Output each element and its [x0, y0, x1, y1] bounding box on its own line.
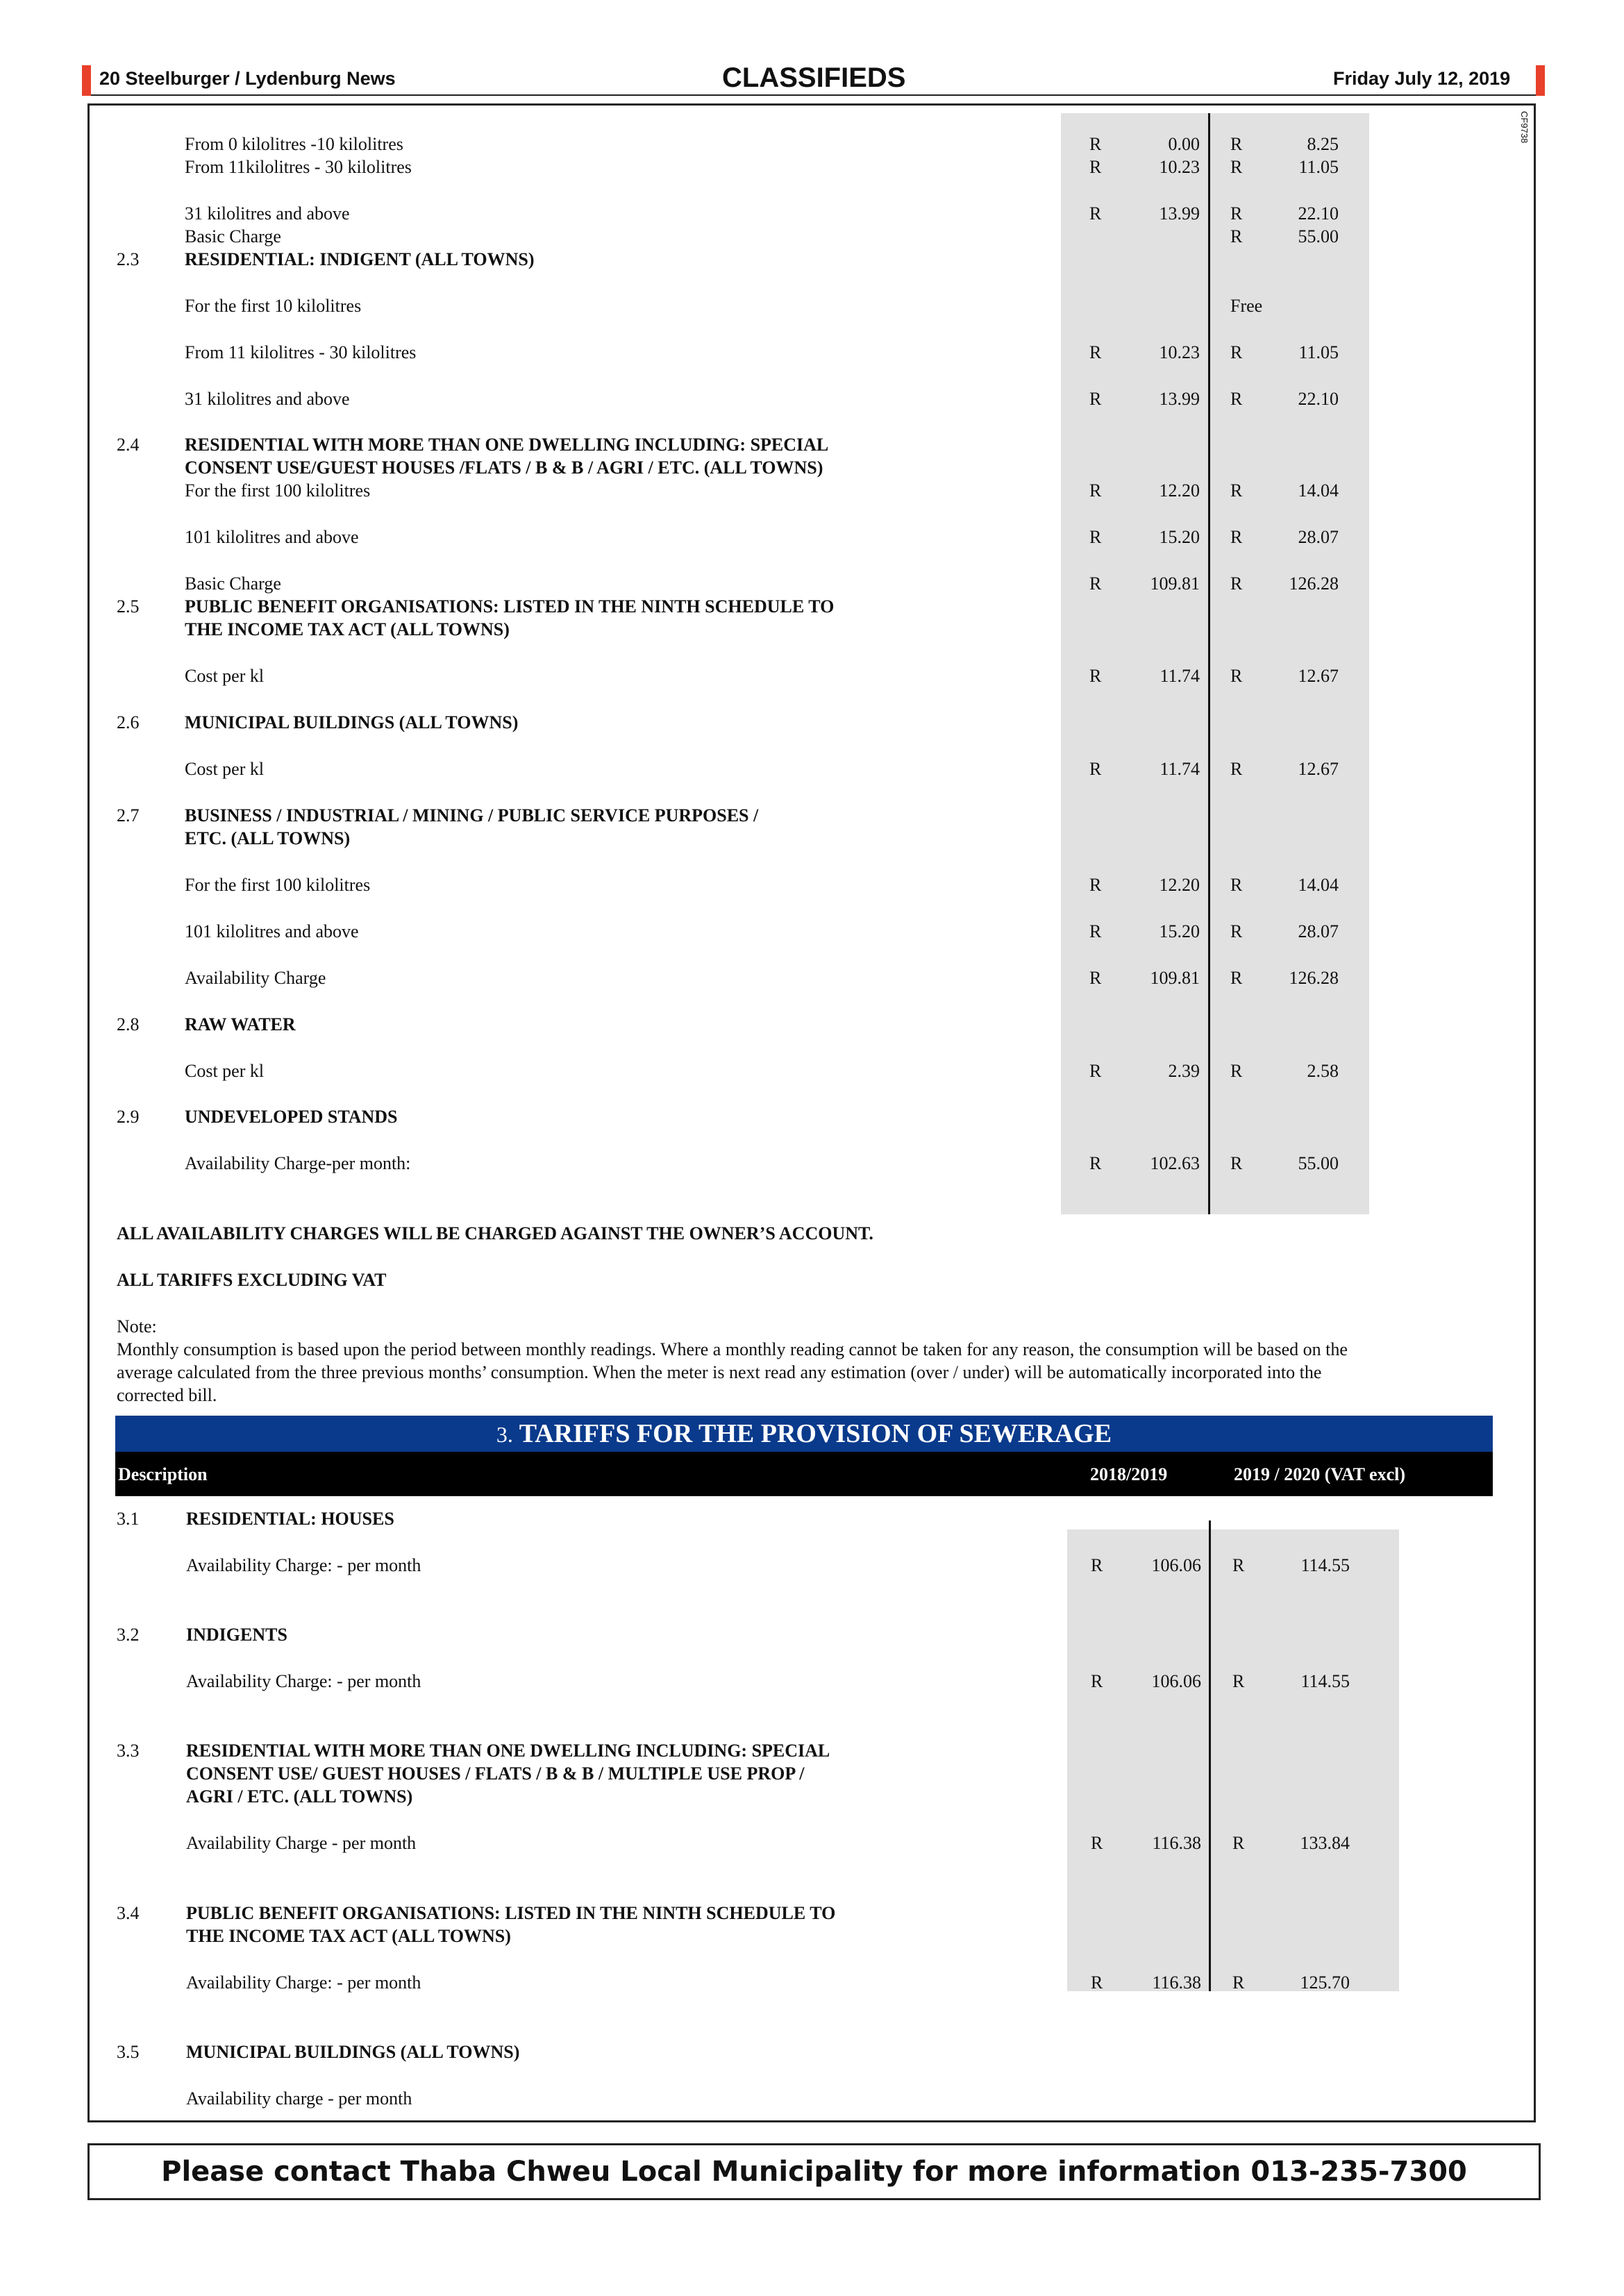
note-line: Monthly consumption is based upon the period between monthly readings. Where a monthly reading cannot be taken for any reason, the consumption will be based on the	[117, 1339, 1348, 1359]
item-heading: RAW WATER	[185, 1014, 296, 1034]
value-2018: 102.63	[1150, 1153, 1200, 1173]
value-2018: 10.23	[1159, 157, 1200, 177]
item-heading: ETC. (ALL TOWNS)	[185, 828, 351, 848]
item-number: 3.1	[117, 1509, 140, 1529]
value-2019: 28.07	[1298, 527, 1339, 547]
item-number: 3.3	[117, 1741, 140, 1761]
tariff-column-shade	[1067, 1530, 1399, 1991]
item-description: For the first 100 kilolitres	[185, 875, 371, 895]
currency-2019: R	[1232, 1555, 1245, 1575]
currency-2018: R	[1089, 1061, 1102, 1081]
item-description: 101 kilolitres and above	[185, 527, 359, 547]
item-description: For the first 10 kilolitres	[185, 296, 362, 316]
value-2018: 11.74	[1160, 666, 1200, 686]
value-2018: 10.23	[1159, 342, 1200, 362]
currency-2018: R	[1089, 389, 1102, 409]
value-2019: 28.07	[1298, 921, 1339, 941]
currency-2018: R	[1089, 527, 1102, 547]
currency-2018: R	[1089, 480, 1102, 501]
note-line: average calculated from the three previous months’ consumption. When the meter is next read any estimation (over / under) will be automatically incorporated into the	[117, 1362, 1322, 1382]
item-description: Availability Charge	[185, 968, 326, 988]
availability-notice: ALL AVAILABILITY CHARGES WILL BE CHARGED AGAINST THE OWNER’S ACCOUNT.	[117, 1223, 873, 1243]
item-number: 3.2	[117, 1625, 140, 1645]
item-description: Basic Charge	[185, 226, 281, 246]
item-heading: INDIGENTS	[186, 1625, 287, 1645]
item-description: Availability Charge: - per month	[186, 1972, 421, 1993]
item-description: Availability Charge: - per month	[186, 1555, 421, 1575]
value-2019: 22.10	[1298, 203, 1339, 224]
value-2019: 12.67	[1298, 666, 1339, 686]
item-description: Cost per kl	[185, 1061, 265, 1081]
value-2019: 14.04	[1298, 875, 1339, 895]
col-description: Description	[118, 1464, 208, 1484]
item-heading: RESIDENTIAL: INDIGENT (ALL TOWNS)	[185, 249, 535, 269]
currency-2019: R	[1230, 134, 1243, 154]
item-description: 101 kilolitres and above	[185, 921, 359, 941]
item-number: 2.4	[117, 435, 140, 455]
currency-2019: R	[1230, 157, 1243, 177]
section-number: 3.	[496, 1422, 513, 1447]
value-2018: 116.38	[1152, 1972, 1201, 1993]
item-description: For the first 100 kilolitres	[185, 480, 371, 501]
currency-2018: R	[1089, 666, 1102, 686]
value-2018: 13.99	[1159, 389, 1200, 409]
currency-2018: R	[1089, 968, 1102, 988]
item-number: 2.6	[117, 712, 140, 732]
currency-2019: R	[1230, 921, 1243, 941]
currency-2019: R	[1230, 759, 1243, 779]
section-heading: TARIFFS FOR THE PROVISION OF SEWERAGE	[519, 1419, 1112, 1448]
item-heading: MUNICIPAL BUILDINGS (ALL TOWNS)	[186, 2042, 520, 2062]
currency-2018: R	[1091, 1972, 1103, 1993]
item-description: Basic Charge	[185, 573, 281, 594]
item-number: 2.5	[117, 596, 140, 617]
item-heading: RESIDENTIAL WITH MORE THAN ONE DWELLING INCLUDING: SPECIAL	[186, 1741, 830, 1761]
header-rule	[91, 94, 1536, 96]
item-description: 31 kilolitres and above	[185, 389, 350, 409]
value-2018: 109.81	[1150, 968, 1200, 988]
value-2018: 106.06	[1151, 1555, 1201, 1575]
contact-footer: Please contact Thaba Chweu Local Municipality for more information 013-235-7300	[87, 2143, 1541, 2200]
value-2018: 116.38	[1152, 1833, 1201, 1853]
item-heading: BUSINESS / INDUSTRIAL / MINING / PUBLIC SERVICE PURPOSES /	[185, 805, 759, 826]
value-2018: 106.06	[1151, 1671, 1201, 1691]
item-number: 2.3	[117, 249, 140, 269]
item-heading: AGRI / ETC. (ALL TOWNS)	[186, 1786, 413, 1807]
item-description: Availability Charge - per month	[186, 1833, 417, 1853]
item-number: 3.5	[117, 2042, 140, 2062]
value-2019: 11.05	[1298, 157, 1339, 177]
issue-date: Friday July 12, 2019	[1333, 68, 1511, 89]
value-2018: 12.20	[1159, 480, 1200, 501]
value-2019: 126.28	[1289, 968, 1339, 988]
currency-2019: R	[1230, 480, 1243, 501]
currency-2019: R	[1230, 666, 1243, 686]
item-number: 2.7	[117, 805, 140, 826]
sewerage-section-banner	[115, 1416, 1493, 1452]
item-number: 2.8	[117, 1014, 140, 1034]
vat-notice: ALL TARIFFS EXCLUDING VAT	[117, 1270, 387, 1290]
currency-2018: R	[1091, 1555, 1103, 1575]
col-2019-2020: 2019 / 2020 (VAT excl)	[1234, 1464, 1405, 1484]
item-heading: CONSENT USE/GUEST HOUSES /FLATS / B & B / AGRI / ETC. (ALL TOWNS)	[185, 458, 823, 478]
currency-2018: R	[1091, 1671, 1103, 1691]
header-accent-left	[82, 65, 91, 96]
value-2019: 114.55	[1300, 1555, 1350, 1575]
value-2018: 2.39	[1168, 1061, 1200, 1081]
value-2019: 22.10	[1298, 389, 1339, 409]
currency-2019: Free	[1230, 296, 1263, 316]
currency-2018: R	[1089, 157, 1102, 177]
value-2018: 11.74	[1160, 759, 1200, 779]
value-2019: 55.00	[1298, 226, 1339, 246]
value-2019: 133.84	[1300, 1833, 1350, 1853]
publication-name: 20 Steelburger / Lydenburg News	[99, 68, 396, 89]
tariff-column-shade	[1061, 113, 1369, 1214]
currency-2018: R	[1089, 875, 1102, 895]
item-heading: THE INCOME TAX ACT (ALL TOWNS)	[186, 1926, 511, 1946]
currency-2019: R	[1230, 1061, 1243, 1081]
value-2019: 126.28	[1289, 573, 1339, 594]
column-divider	[1209, 1520, 1211, 1991]
item-description: From 0 kilolitres -10 kilolitres	[185, 134, 403, 154]
currency-2019: R	[1230, 527, 1243, 547]
value-2018: 13.99	[1159, 203, 1200, 224]
value-2019: 125.70	[1300, 1972, 1350, 1993]
ad-code: CF9738	[1519, 111, 1530, 144]
column-divider	[1208, 113, 1210, 1214]
section-title: CLASSIFIEDS	[722, 62, 906, 93]
currency-2019: R	[1230, 203, 1243, 224]
item-description: Cost per kl	[185, 666, 265, 686]
item-description: Availability Charge-per month:	[185, 1153, 411, 1173]
value-2018: 109.81	[1150, 573, 1200, 594]
currency-2019: R	[1230, 389, 1243, 409]
currency-2018: R	[1089, 759, 1102, 779]
value-2019: 8.25	[1307, 134, 1339, 154]
table-header-row	[115, 1452, 1493, 1496]
currency-2018: R	[1089, 134, 1102, 154]
value-2018: 15.20	[1159, 527, 1200, 547]
currency-2018: R	[1089, 203, 1102, 224]
currency-2019: R	[1232, 1671, 1245, 1691]
item-number: 3.4	[117, 1903, 140, 1923]
currency-2019: R	[1230, 968, 1243, 988]
item-heading: PUBLIC BENEFIT ORGANISATIONS: LISTED IN THE NINTH SCHEDULE TO	[185, 596, 835, 617]
item-heading: UNDEVELOPED STANDS	[185, 1107, 398, 1127]
currency-2018: R	[1091, 1833, 1103, 1853]
item-description: Cost per kl	[185, 759, 265, 779]
currency-2019: R	[1230, 573, 1243, 594]
item-description: From 11 kilolitres - 30 kilolitres	[185, 342, 417, 362]
currency-2018: R	[1089, 573, 1102, 594]
item-heading: CONSENT USE/ GUEST HOUSES / FLATS / B & B / MULTIPLE USE PROP /	[186, 1763, 805, 1784]
currency-2019: R	[1230, 226, 1243, 246]
item-heading: PUBLIC BENEFIT ORGANISATIONS: LISTED IN THE NINTH SCHEDULE TO	[186, 1903, 836, 1923]
item-description: Availability charge - per month	[186, 2088, 412, 2109]
value-2019: 2.58	[1307, 1061, 1339, 1081]
value-2019: 12.67	[1298, 759, 1339, 779]
item-description: From 11kilolitres - 30 kilolitres	[185, 157, 412, 177]
currency-2019: R	[1232, 1972, 1245, 1993]
item-description: Availability Charge: - per month	[186, 1671, 421, 1691]
value-2018: 0.00	[1168, 134, 1200, 154]
value-2018: 15.20	[1159, 921, 1200, 941]
currency-2018: R	[1089, 921, 1102, 941]
note-label: Note:	[117, 1316, 157, 1336]
value-2019: 11.05	[1298, 342, 1339, 362]
item-heading: RESIDENTIAL WITH MORE THAN ONE DWELLING INCLUDING: SPECIAL	[185, 435, 829, 455]
item-heading: MUNICIPAL BUILDINGS (ALL TOWNS)	[185, 712, 519, 732]
note-line: corrected bill.	[117, 1385, 217, 1405]
item-heading: RESIDENTIAL: HOUSES	[186, 1509, 394, 1529]
item-number: 2.9	[117, 1107, 140, 1127]
value-2019: 14.04	[1298, 480, 1339, 501]
currency-2019: R	[1232, 1833, 1245, 1853]
currency-2019: R	[1230, 875, 1243, 895]
col-2018-2019: 2018/2019	[1090, 1464, 1168, 1484]
currency-2018: R	[1089, 1153, 1102, 1173]
currency-2019: R	[1230, 1153, 1243, 1173]
value-2019: 55.00	[1298, 1153, 1339, 1173]
currency-2018: R	[1089, 342, 1102, 362]
value-2018: 12.20	[1159, 875, 1200, 895]
item-heading: THE INCOME TAX ACT (ALL TOWNS)	[185, 619, 510, 639]
item-description: 31 kilolitres and above	[185, 203, 350, 224]
currency-2019: R	[1230, 342, 1243, 362]
value-2019: 114.55	[1300, 1671, 1350, 1691]
header-accent-right	[1536, 65, 1545, 96]
